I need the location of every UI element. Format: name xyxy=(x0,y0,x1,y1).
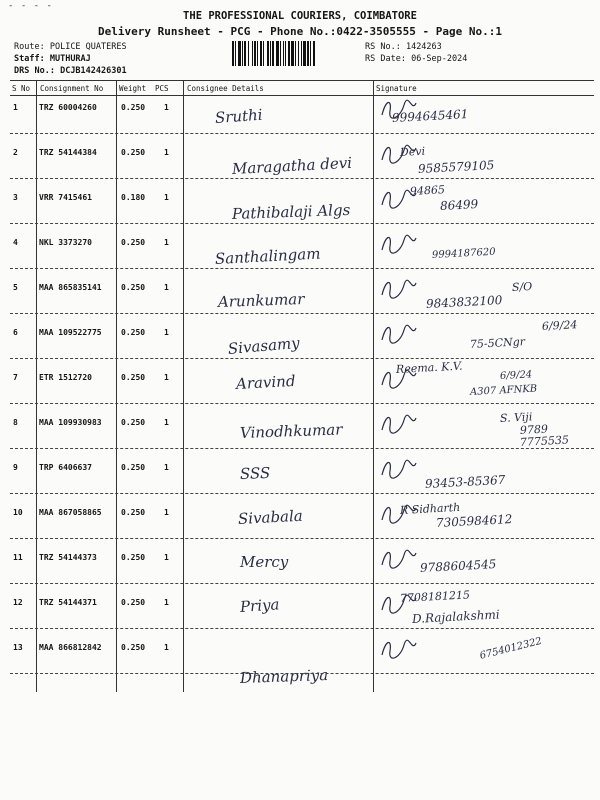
signature-handwriting: 86499 xyxy=(439,197,479,213)
drs-label: DRS No.: xyxy=(14,66,55,76)
row-serial-number: 3 xyxy=(13,193,18,202)
signature-scribble xyxy=(378,277,418,303)
consignment-number: NKL 3373270 xyxy=(39,238,92,247)
signature-handwriting: R Sidharth xyxy=(399,500,461,517)
pcs-value: 1 xyxy=(164,148,169,157)
drs-value: DCJB142426301 xyxy=(60,66,127,76)
column-divider xyxy=(116,80,117,692)
consignee-handwritten: Dhanapriya xyxy=(239,665,329,687)
weight-value: 0.250 xyxy=(121,508,146,517)
pcs-value: 1 xyxy=(164,103,169,112)
row-separator xyxy=(10,313,594,314)
col-header-pcs: PCS xyxy=(155,84,169,93)
consignment-number: MAA 866812842 xyxy=(39,643,102,652)
weight-value: 0.180 xyxy=(121,193,146,202)
weight-value: 0.250 xyxy=(121,103,146,112)
consignee-handwritten: Aravind xyxy=(235,371,296,393)
weight-value: 0.250 xyxy=(121,373,146,382)
table-top-rule xyxy=(10,80,594,81)
signature-scribble xyxy=(378,637,418,663)
signature-handwriting: 6/9/24 xyxy=(541,318,578,333)
consignee-handwritten: SSS xyxy=(239,463,271,483)
row-serial-number: 11 xyxy=(13,553,23,562)
pcs-value: 1 xyxy=(164,508,169,517)
route-value: POLICE QUATERES xyxy=(49,42,127,52)
signature-scribble xyxy=(378,97,418,123)
row-serial-number: 8 xyxy=(13,418,18,427)
signature-handwriting: 9994187620 xyxy=(431,246,496,261)
signature-scribble xyxy=(378,502,418,528)
weight-value: 0.250 xyxy=(121,463,146,472)
consignment-number: ETR 1512720 xyxy=(39,373,92,382)
rs-no-line xyxy=(365,42,442,52)
pcs-value: 1 xyxy=(164,553,169,562)
signature-handwriting: 7708181215 xyxy=(399,588,471,605)
consignee-handwritten: Vinodhkumar xyxy=(239,420,343,442)
corner-mark: - - - - xyxy=(8,1,53,11)
pcs-value: 1 xyxy=(164,463,169,472)
consignment-number: VRR 7415461 xyxy=(39,193,92,202)
row-separator xyxy=(10,628,594,629)
signature-handwriting: S/O xyxy=(511,279,533,294)
row-serial-number: 12 xyxy=(13,598,23,607)
signature-handwriting: 9789 xyxy=(519,422,549,437)
pcs-value: 1 xyxy=(164,598,169,607)
rs-date-line xyxy=(365,54,467,64)
barcode-image xyxy=(232,41,360,66)
column-divider xyxy=(36,80,37,692)
weight-value: 0.250 xyxy=(121,643,146,652)
signature-handwriting: 93453-85367 xyxy=(424,472,506,491)
column-divider xyxy=(183,80,184,692)
row-separator xyxy=(10,448,594,449)
row-serial-number: 13 xyxy=(13,643,23,652)
route-line xyxy=(14,42,127,52)
signature-handwriting: 7775535 xyxy=(519,433,570,449)
company-title: THE PROFESSIONAL COURIERS, COIMBATORE xyxy=(183,10,417,22)
weight-value: 0.250 xyxy=(121,418,146,427)
staff-value: MUTHURAJ xyxy=(49,54,91,64)
pcs-value: 1 xyxy=(164,238,169,247)
column-divider xyxy=(373,80,374,692)
signature-handwriting: A307 AFNKB xyxy=(469,383,538,398)
signature-handwriting: 9994645461 xyxy=(391,107,469,125)
col-header-consignment: Consignment No xyxy=(40,84,104,93)
signature-handwriting: 9585579105 xyxy=(417,158,495,176)
consignment-number: MAA 867058865 xyxy=(39,508,102,517)
weight-value: 0.250 xyxy=(121,148,146,157)
row-separator xyxy=(10,538,594,539)
signature-scribble xyxy=(378,457,418,483)
signature-scribble xyxy=(378,367,418,393)
col-header-sno: S No xyxy=(12,84,31,93)
runsheet-subtitle: Delivery Runsheet - PCG - Phone No.:0422-3505555 - Page No.:1 xyxy=(98,25,502,38)
col-header-signature: Signature xyxy=(376,84,417,93)
consignment-number: TRZ 60004260 xyxy=(39,103,97,112)
row-serial-number: 5 xyxy=(13,283,18,292)
signature-handwriting: 75-5CNgr xyxy=(469,335,526,351)
consignee-handwritten: Priya xyxy=(239,595,281,616)
consignee-handwritten: Maragatha devi xyxy=(231,153,353,178)
row-serial-number: 9 xyxy=(13,463,18,472)
consignee-handwritten: Pathibalaji Algs xyxy=(231,200,351,223)
row-serial-number: 6 xyxy=(13,328,18,337)
weight-value: 0.250 xyxy=(121,283,146,292)
consignment-number: TRZ 54144384 xyxy=(39,148,97,157)
consignment-number: MAA 865835141 xyxy=(39,283,102,292)
row-serial-number: 1 xyxy=(13,103,18,112)
pcs-value: 1 xyxy=(164,193,169,202)
weight-value: 0.250 xyxy=(121,328,146,337)
col-header-weight: Weight xyxy=(119,84,147,93)
staff-line xyxy=(14,54,91,64)
consignee-handwritten: Sivabala xyxy=(237,506,304,528)
signature-handwriting: D.Rajalakshmi xyxy=(411,607,500,626)
consignment-number: TRZ 54144373 xyxy=(39,553,97,562)
signature-handwriting: Reema. K.V. xyxy=(395,359,463,376)
pcs-value: 1 xyxy=(164,328,169,337)
consignment-number: TRZ 54144371 xyxy=(39,598,97,607)
signature-scribble xyxy=(378,412,418,438)
signature-scribble xyxy=(378,592,418,618)
row-separator xyxy=(10,493,594,494)
row-serial-number: 10 xyxy=(13,508,23,517)
row-separator xyxy=(10,178,594,179)
row-separator xyxy=(10,403,594,404)
consignee-handwritten: Mercy xyxy=(240,553,289,571)
signature-handwriting: 9843832100 xyxy=(425,293,503,311)
row-separator xyxy=(10,133,594,134)
row-serial-number: 7 xyxy=(13,373,18,382)
row-separator xyxy=(10,223,594,224)
signature-handwriting: 6754012322 xyxy=(478,635,544,662)
signature-scribble xyxy=(378,232,418,258)
row-serial-number: 2 xyxy=(13,148,18,157)
weight-value: 0.250 xyxy=(121,598,146,607)
pcs-value: 1 xyxy=(164,418,169,427)
consignee-handwritten: Santhalingam xyxy=(214,244,321,268)
rs-date-value: 06-Sep-2024 xyxy=(411,54,468,64)
signature-handwriting: 9788604545 xyxy=(419,557,497,575)
route-label: Route: xyxy=(14,42,45,52)
weight-value: 0.250 xyxy=(121,553,146,562)
consignment-number: TRP 6406637 xyxy=(39,463,92,472)
weight-value: 0.250 xyxy=(121,238,146,247)
signature-handwriting: 6/9/24 xyxy=(499,369,533,382)
consignment-number: MAA 109930983 xyxy=(39,418,102,427)
rs-date-label: RS Date: xyxy=(365,54,406,64)
rs-no-label: RS No.: xyxy=(365,42,401,52)
signature-scribble xyxy=(378,187,418,213)
row-separator xyxy=(10,268,594,269)
consignment-number: MAA 109522775 xyxy=(39,328,102,337)
pcs-value: 1 xyxy=(164,643,169,652)
pcs-value: 1 xyxy=(164,373,169,382)
signature-scribble xyxy=(378,547,418,573)
consignee-handwritten: Arunkumar xyxy=(217,289,305,311)
consignee-handwritten: Sivasamy xyxy=(227,333,301,358)
signature-handwriting: 7305984612 xyxy=(435,512,513,530)
row-separator xyxy=(10,673,594,674)
signature-handwriting: S. Viji xyxy=(499,410,533,425)
row-separator xyxy=(10,358,594,359)
pcs-value: 1 xyxy=(164,283,169,292)
rs-no-value: 1424263 xyxy=(405,42,442,52)
staff-label: Staff: xyxy=(14,54,45,64)
drs-line xyxy=(14,66,127,76)
row-serial-number: 4 xyxy=(13,238,18,247)
row-separator xyxy=(10,583,594,584)
signature-scribble xyxy=(378,322,418,348)
consignee-handwritten: Sruthi xyxy=(214,105,264,127)
signature-scribble xyxy=(378,142,418,168)
signature-handwriting: 94865 xyxy=(409,183,446,198)
col-header-consignee: Consignee Details xyxy=(187,84,264,93)
signature-handwriting: Devi xyxy=(399,144,426,159)
table-header-rule xyxy=(10,95,594,96)
